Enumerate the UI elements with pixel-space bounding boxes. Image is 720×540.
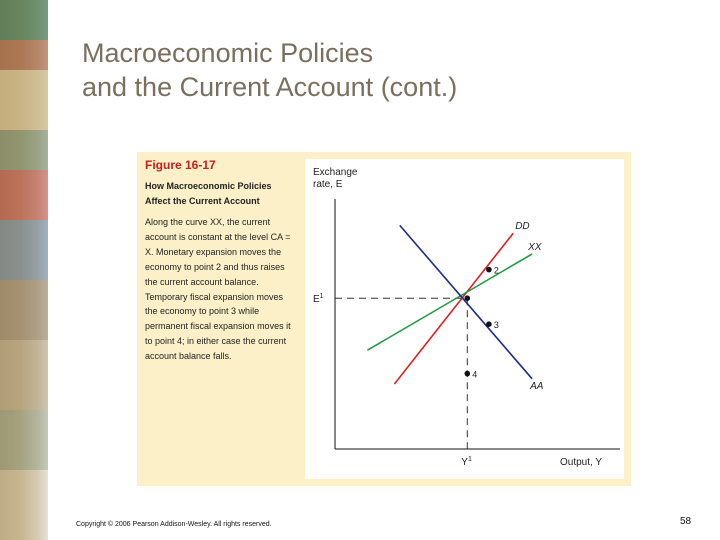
copyright-footer: Copyright © 2006 Pearson Addison-Wesley. All rights reserved.	[76, 521, 272, 528]
y-axis-label-line-1: Exchange	[313, 167, 358, 178]
strip-band	[0, 220, 48, 280]
point-marker-2	[486, 267, 492, 273]
x-axis-label: Output, Y	[560, 457, 603, 468]
strip-band	[0, 340, 48, 410]
series-line-aa	[400, 225, 532, 378]
figure-panel	[137, 152, 631, 486]
strip-band	[0, 410, 48, 470]
figure-title: How Macroeconomic Policies Affect the Current Account	[145, 181, 272, 206]
point-label-4: 4	[472, 369, 478, 380]
strip-band	[0, 70, 48, 130]
slide-title	[82, 36, 682, 104]
slide-title-line-1: Macroeconomic Policies	[82, 38, 374, 68]
series-line-dd	[394, 233, 513, 384]
page-number: 58	[680, 516, 692, 527]
decorative-side-strip	[0, 0, 48, 540]
strip-band	[0, 170, 48, 220]
point-marker-4	[465, 371, 471, 377]
strip-band	[0, 40, 48, 70]
y-tick-label: $E^1$	[313, 293, 324, 306]
point-label-3: 3	[493, 320, 499, 331]
strip-band	[0, 0, 48, 40]
strip-band	[0, 470, 48, 540]
point-marker-1	[465, 295, 471, 301]
point-marker-3	[486, 321, 492, 327]
figure-caption	[145, 158, 293, 364]
strip-band	[0, 130, 48, 170]
point-label-2: 2	[493, 265, 499, 276]
chart-area	[305, 159, 624, 479]
series-label-aa: AA	[530, 380, 544, 392]
slide-title-line-2: and the Current Account (cont.)	[82, 72, 458, 102]
x-tick-label: $Y^1$	[461, 456, 472, 468]
series-label-dd: DD	[515, 221, 530, 233]
strip-band	[0, 280, 48, 340]
y-axis-label-line-2: rate, E	[313, 179, 343, 190]
figure-description: Along the curve XX, the current account is constant at the level CA = X. Monetary expansion moves the economy to point 2 and thus raises the current account balance. Temporary fiscal expansion moves the economy to point 3 while permanent fiscal expansion moves it to point 4; in either case the current account balance falls.	[145, 217, 291, 362]
series-line-xx	[367, 254, 532, 350]
chart-svg	[305, 159, 624, 479]
series-label-xx: XX	[528, 242, 542, 253]
figure-number: Figure 16-17	[145, 158, 216, 172]
